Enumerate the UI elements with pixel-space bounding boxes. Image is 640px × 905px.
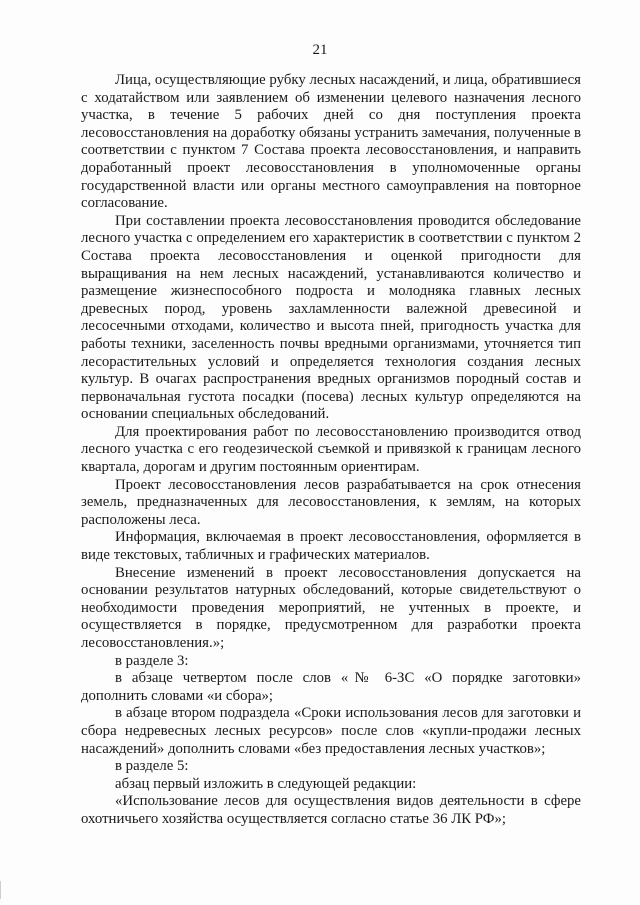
scan-edge-mark <box>0 881 7 899</box>
paragraph-1: Лица, осуществляющие рубку лесных насаждений, и лица, обратившиеся с ходатайством или заявлением об изменении целевого назначения лесного участка, в течение 5 рабочих дней со дня поступления проекта лесовосстановления на доработку обязаны устранить замечания, полученные в соответствии с пунктом 7 Состава проекта лесовосстановления, и направить доработанный проект лесовосстановления в уполномоченные органы государственной власти или органы местного самоуправления на повторное согласование. <box>81 72 581 212</box>
paragraph-2: При составлении проекта лесовосстановления проводится обследование лесного участка с определением его характеристик в соответствии с пунктом 2 Состава проекта лесовосстановления и оценкой пригодности для выращивания на нем лесных насаждений, устанавливаются количество и размещение жизнеспособного подроста и молодняка главных лесных древесных пород, уровень захламленности валежной древесиной и лесосечными отходами, количество и высота пней, пригодность участка для работы техники, заселенность почвы вредными организмами, уточняется тип лесорастительных условий и определяется технология создания лесных культур. В очагах распространения вредных организмов породный состав и первоначальная густота посадки (посева) лесных культур определяются на основании специальных обследований. <box>81 212 581 423</box>
paragraph-8: в абзаце четвертом после слов «№ 6-ЗС «О порядке заготовки» дополнить словами «и сбора»; <box>81 670 581 704</box>
paragraph-11: абзац первый изложить в следующей редакции: <box>115 775 417 792</box>
paragraph-3: Для проектирования работ по лесовосстановлению производится отвод лесного участка с его геодезической съемкой и привязкой к границам лесного квартала, дорогам и другим постоянным ориентирам. <box>81 423 581 476</box>
document-body <box>81 72 581 829</box>
paragraph-12: «Использование лесов для осуществления видов деятельности в сфере охотничьего хозяйства осуществляется согласно статье 36 ЛК РФ»; <box>81 793 581 827</box>
paragraph-5: Информация, включаемая в проект лесовосстановления, оформляется в виде текстовых, табличных и графических материалов. <box>81 529 581 564</box>
paragraph-6: Внесение изменений в проект лесовосстановления допускается на основании результатов натурных обследований, которые свидетельствуют о необходимости проведения мероприятий, не учтенных в проекте, и осуществляется в порядке, предусмотренном для разработки проекта лесовосстановления.»; <box>81 564 581 651</box>
paragraph-4: Проект лесовосстановления лесов разрабатывается на срок отнесения земель, предназначенных для лесовосстановления, к землям, на которых расположены леса. <box>81 476 581 528</box>
paragraph-7: в разделе 3: <box>115 652 189 669</box>
paragraph-9: в абзаце втором подраздела «Сроки использования лесов для заготовки и сбора недревесных лесных ресурсов» после слов «купли-продажи лесных насаждений» дополнить словами «без предоставления лесных участков»; <box>81 705 581 757</box>
page-number: 21 <box>312 42 328 58</box>
paragraph-10: в разделе 5: <box>115 758 189 775</box>
